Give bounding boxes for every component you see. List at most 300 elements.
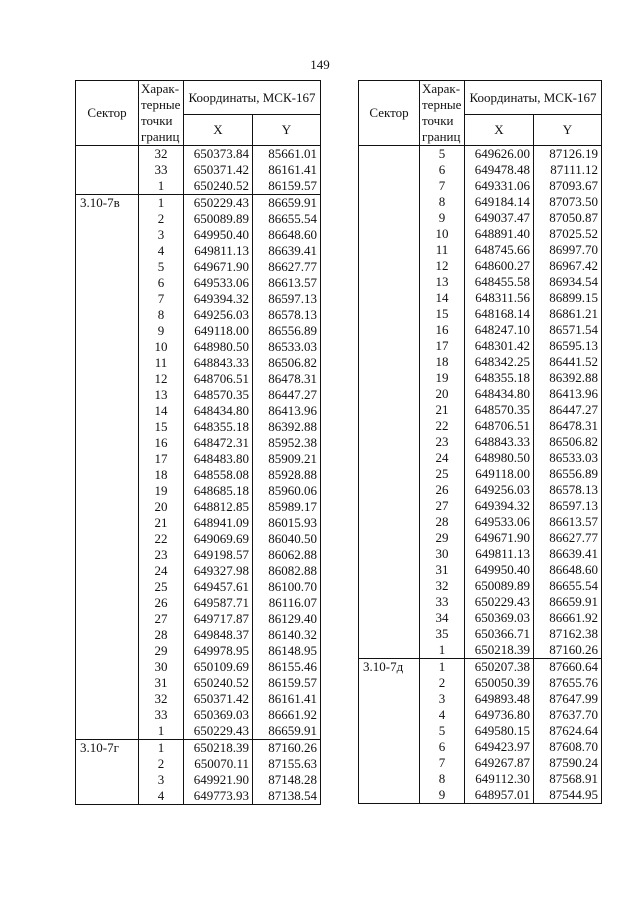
- point-cell: 6: [420, 162, 465, 178]
- table-row: [76, 595, 321, 611]
- sector-cell: [359, 578, 420, 594]
- x-cell: 650240.52: [184, 178, 253, 195]
- sector-cell: [76, 756, 139, 772]
- point-cell: 25: [420, 466, 465, 482]
- y-cell: 86100.70: [253, 579, 321, 595]
- y-cell: 87160.26: [534, 642, 602, 659]
- table-row: [76, 740, 321, 757]
- y-cell: 85989.17: [253, 499, 321, 515]
- x-cell: 648745.66: [465, 242, 534, 258]
- table-row: [76, 691, 321, 707]
- table-row: [359, 466, 602, 482]
- y-cell: 86655.54: [253, 211, 321, 227]
- point-cell: 1: [139, 740, 184, 757]
- sector-cell: [359, 594, 420, 610]
- x-cell: 648812.85: [184, 499, 253, 515]
- y-cell: 86613.57: [253, 275, 321, 291]
- point-cell: 31: [420, 562, 465, 578]
- y-cell: 87160.26: [253, 740, 321, 757]
- x-cell: 649331.06: [465, 178, 534, 194]
- point-cell: 30: [139, 659, 184, 675]
- y-cell: 86478.31: [253, 371, 321, 387]
- header-x: X: [465, 115, 534, 146]
- table-row: [359, 626, 602, 642]
- header-points: Харак-терные точки границ: [420, 81, 465, 146]
- x-cell: 650366.71: [465, 626, 534, 642]
- sector-cell: [76, 275, 139, 291]
- y-cell: 86159.57: [253, 675, 321, 691]
- y-cell: 86140.32: [253, 627, 321, 643]
- table-row: [359, 370, 602, 386]
- y-cell: 85952.38: [253, 435, 321, 451]
- y-cell: 86659.91: [253, 195, 321, 212]
- sector-cell: [359, 482, 420, 498]
- sector-cell: [76, 435, 139, 451]
- sector-cell: [359, 562, 420, 578]
- point-cell: 11: [139, 355, 184, 371]
- x-cell: 649671.90: [184, 259, 253, 275]
- x-cell: 648685.18: [184, 483, 253, 499]
- point-cell: 9: [420, 210, 465, 226]
- table-row: [76, 451, 321, 467]
- point-cell: 33: [420, 594, 465, 610]
- table-row: [359, 274, 602, 290]
- x-cell: 649773.93: [184, 788, 253, 805]
- sector-cell: [359, 610, 420, 626]
- x-cell: 648891.40: [465, 226, 534, 242]
- point-cell: 25: [139, 579, 184, 595]
- table-row: [76, 659, 321, 675]
- table-row: [76, 435, 321, 451]
- sector-cell: [76, 323, 139, 339]
- y-cell: 87590.24: [534, 755, 602, 771]
- table-row: [76, 723, 321, 740]
- point-cell: 7: [139, 291, 184, 307]
- sector-cell: [76, 162, 139, 178]
- y-cell: 86506.82: [534, 434, 602, 450]
- x-cell: 649848.37: [184, 627, 253, 643]
- x-cell: 649811.13: [465, 546, 534, 562]
- sector-cell: [359, 274, 420, 290]
- point-cell: 16: [139, 435, 184, 451]
- point-cell: 33: [139, 707, 184, 723]
- x-cell: 649112.30: [465, 771, 534, 787]
- table-row: [359, 322, 602, 338]
- y-cell: 86040.50: [253, 531, 321, 547]
- point-cell: 21: [420, 402, 465, 418]
- x-cell: 648168.14: [465, 306, 534, 322]
- point-cell: 18: [420, 354, 465, 370]
- x-cell: 650229.43: [184, 195, 253, 212]
- sector-cell: [359, 386, 420, 402]
- point-cell: 10: [139, 339, 184, 355]
- x-cell: 649950.40: [465, 562, 534, 578]
- y-cell: 86392.88: [253, 419, 321, 435]
- x-cell: 650240.52: [184, 675, 253, 691]
- point-cell: 2: [139, 756, 184, 772]
- x-cell: 648311.56: [465, 290, 534, 306]
- y-cell: 86639.41: [534, 546, 602, 562]
- point-cell: 9: [420, 787, 465, 804]
- table-row: [76, 531, 321, 547]
- y-cell: 86648.60: [253, 227, 321, 243]
- x-cell: 649198.57: [184, 547, 253, 563]
- point-cell: 32: [420, 578, 465, 594]
- x-cell: 648434.80: [465, 386, 534, 402]
- point-cell: 1: [139, 723, 184, 740]
- sector-cell: [76, 227, 139, 243]
- x-cell: 649394.32: [184, 291, 253, 307]
- point-cell: 12: [139, 371, 184, 387]
- sector-cell: [359, 771, 420, 787]
- sector-cell: [76, 531, 139, 547]
- y-cell: 86934.54: [534, 274, 602, 290]
- sector-cell: [359, 226, 420, 242]
- y-cell: 86478.31: [534, 418, 602, 434]
- table-row: [359, 258, 602, 274]
- point-cell: 4: [139, 243, 184, 259]
- x-cell: 649671.90: [465, 530, 534, 546]
- y-cell: 86082.88: [253, 563, 321, 579]
- y-cell: 86413.96: [534, 386, 602, 402]
- table-row: [76, 162, 321, 178]
- point-cell: 13: [139, 387, 184, 403]
- sector-cell: [76, 659, 139, 675]
- y-cell: 86659.91: [534, 594, 602, 610]
- y-cell: 86161.41: [253, 691, 321, 707]
- x-cell: 649717.87: [184, 611, 253, 627]
- x-cell: 648980.50: [465, 450, 534, 466]
- point-cell: 33: [139, 162, 184, 178]
- y-cell: 86447.27: [534, 402, 602, 418]
- sector-cell: [76, 243, 139, 259]
- sector-cell: [76, 259, 139, 275]
- header-sector: Сектор: [359, 81, 420, 146]
- point-cell: 7: [420, 178, 465, 194]
- x-cell: 648483.80: [184, 451, 253, 467]
- sector-cell: [359, 402, 420, 418]
- x-cell: 649626.00: [465, 146, 534, 163]
- x-cell: 648472.31: [184, 435, 253, 451]
- y-cell: 86578.13: [253, 307, 321, 323]
- sector-cell: [359, 675, 420, 691]
- point-cell: 9: [139, 323, 184, 339]
- x-cell: 650089.89: [184, 211, 253, 227]
- sector-cell: [359, 354, 420, 370]
- sector-cell: [359, 178, 420, 194]
- header-sector: Сектор: [76, 81, 139, 146]
- point-cell: 1: [420, 659, 465, 676]
- table-row: [76, 627, 321, 643]
- point-cell: 15: [139, 419, 184, 435]
- point-cell: 19: [139, 483, 184, 499]
- point-cell: 34: [420, 610, 465, 626]
- y-cell: 86413.96: [253, 403, 321, 419]
- table-row: [359, 739, 602, 755]
- x-cell: 648706.51: [465, 418, 534, 434]
- y-cell: 86899.15: [534, 290, 602, 306]
- point-cell: 32: [139, 146, 184, 163]
- y-cell: 87025.52: [534, 226, 602, 242]
- y-cell: 87647.99: [534, 691, 602, 707]
- table-row: [359, 242, 602, 258]
- sector-cell: [76, 291, 139, 307]
- table-row: [359, 226, 602, 242]
- table-row: [359, 594, 602, 610]
- point-cell: 5: [420, 723, 465, 739]
- table-row: [76, 403, 321, 419]
- table-row: [76, 515, 321, 531]
- x-cell: 649256.03: [465, 482, 534, 498]
- table-row: [76, 178, 321, 195]
- y-cell: 85928.88: [253, 467, 321, 483]
- y-cell: 86661.92: [253, 707, 321, 723]
- x-cell: 649533.06: [465, 514, 534, 530]
- x-cell: 649184.14: [465, 194, 534, 210]
- y-cell: 86613.57: [534, 514, 602, 530]
- y-cell: 86967.42: [534, 258, 602, 274]
- x-cell: 650070.11: [184, 756, 253, 772]
- x-cell: 648980.50: [184, 339, 253, 355]
- table-row: [359, 755, 602, 771]
- y-cell: 87608.70: [534, 739, 602, 755]
- sector-cell: [76, 371, 139, 387]
- y-cell: 87660.64: [534, 659, 602, 676]
- table-row: [359, 530, 602, 546]
- point-cell: 24: [139, 563, 184, 579]
- x-cell: 649423.97: [465, 739, 534, 755]
- sector-cell: [76, 643, 139, 659]
- point-cell: 16: [420, 322, 465, 338]
- y-cell: 87093.67: [534, 178, 602, 194]
- header-points: Харак-терные точки границ: [139, 81, 184, 146]
- sector-cell: [359, 466, 420, 482]
- table-row: [359, 514, 602, 530]
- sector-cell: [359, 258, 420, 274]
- point-cell: 21: [139, 515, 184, 531]
- table-row: [76, 483, 321, 499]
- point-cell: 4: [139, 788, 184, 805]
- x-cell: 649118.00: [465, 466, 534, 482]
- sector-cell: [76, 403, 139, 419]
- table-row: [76, 772, 321, 788]
- table-row: [359, 210, 602, 226]
- sector-cell: [76, 611, 139, 627]
- y-cell: 86129.40: [253, 611, 321, 627]
- header-y: Y: [253, 115, 321, 146]
- x-cell: 649533.06: [184, 275, 253, 291]
- point-cell: 19: [420, 370, 465, 386]
- x-cell: 650369.03: [465, 610, 534, 626]
- x-cell: 649118.00: [184, 323, 253, 339]
- point-cell: 35: [420, 626, 465, 642]
- x-cell: 649587.71: [184, 595, 253, 611]
- sector-cell: [359, 755, 420, 771]
- y-cell: 86597.13: [253, 291, 321, 307]
- point-cell: 31: [139, 675, 184, 691]
- coordinates-table-right: [358, 80, 602, 804]
- table-row: [76, 211, 321, 227]
- y-cell: 87544.95: [534, 787, 602, 804]
- y-cell: 87624.64: [534, 723, 602, 739]
- sector-cell: [359, 691, 420, 707]
- point-cell: 32: [139, 691, 184, 707]
- y-cell: 87073.50: [534, 194, 602, 210]
- x-cell: 650373.84: [184, 146, 253, 163]
- y-cell: 86506.82: [253, 355, 321, 371]
- sector-cell: [359, 338, 420, 354]
- x-cell: 650218.39: [465, 642, 534, 659]
- sector-cell: [359, 498, 420, 514]
- x-cell: 649267.87: [465, 755, 534, 771]
- header-coords: Координаты, МСК-167: [465, 81, 602, 115]
- point-cell: 14: [420, 290, 465, 306]
- x-cell: 648570.35: [184, 387, 253, 403]
- y-cell: 85909.21: [253, 451, 321, 467]
- y-cell: 86627.77: [253, 259, 321, 275]
- sector-cell: [76, 451, 139, 467]
- y-cell: 87111.12: [534, 162, 602, 178]
- y-cell: 86861.21: [534, 306, 602, 322]
- table-row: [76, 259, 321, 275]
- sector-cell: [359, 434, 420, 450]
- y-cell: 87568.91: [534, 771, 602, 787]
- table-row: [359, 642, 602, 659]
- sector-cell: [359, 242, 420, 258]
- sector-cell: 3.10-7в: [76, 195, 139, 212]
- table-row: [359, 338, 602, 354]
- y-cell: 87155.63: [253, 756, 321, 772]
- point-cell: 22: [139, 531, 184, 547]
- y-cell: 85661.01: [253, 146, 321, 163]
- sector-cell: [359, 642, 420, 659]
- x-cell: 650371.42: [184, 691, 253, 707]
- coordinates-table-left: [75, 80, 321, 805]
- x-cell: 649069.69: [184, 531, 253, 547]
- table-body-right: [359, 146, 602, 804]
- sector-cell: [76, 146, 139, 163]
- y-cell: 86533.03: [253, 339, 321, 355]
- table-row: [359, 194, 602, 210]
- table-row: [76, 579, 321, 595]
- header-y: Y: [534, 115, 602, 146]
- y-cell: 87637.70: [534, 707, 602, 723]
- sector-cell: [76, 339, 139, 355]
- table-row: [76, 275, 321, 291]
- table-row: [359, 450, 602, 466]
- table-row: [76, 756, 321, 772]
- x-cell: 648434.80: [184, 403, 253, 419]
- table-row: [76, 563, 321, 579]
- sector-cell: [359, 787, 420, 804]
- point-cell: 15: [420, 306, 465, 322]
- x-cell: 648706.51: [184, 371, 253, 387]
- point-cell: 26: [139, 595, 184, 611]
- sector-cell: 3.10-7г: [76, 740, 139, 757]
- y-cell: 87126.19: [534, 146, 602, 163]
- table-row: [359, 418, 602, 434]
- sector-cell: [359, 418, 420, 434]
- x-cell: 649580.15: [465, 723, 534, 739]
- table-row: [359, 306, 602, 322]
- y-cell: 86161.41: [253, 162, 321, 178]
- point-cell: 30: [420, 546, 465, 562]
- y-cell: 87655.76: [534, 675, 602, 691]
- point-cell: 18: [139, 467, 184, 483]
- x-cell: 648843.33: [465, 434, 534, 450]
- table-row: [76, 611, 321, 627]
- sector-cell: [76, 307, 139, 323]
- table-row: [76, 419, 321, 435]
- table-row: [359, 562, 602, 578]
- table-row: [76, 707, 321, 723]
- x-cell: 648957.01: [465, 787, 534, 804]
- y-cell: 87148.28: [253, 772, 321, 788]
- sector-cell: [359, 723, 420, 739]
- table-row: [76, 243, 321, 259]
- sector-cell: [76, 675, 139, 691]
- point-cell: 29: [139, 643, 184, 659]
- sector-cell: [76, 723, 139, 740]
- point-cell: 1: [139, 178, 184, 195]
- point-cell: 23: [420, 434, 465, 450]
- sector-cell: [76, 211, 139, 227]
- sector-cell: [359, 146, 420, 163]
- sector-cell: [76, 419, 139, 435]
- point-cell: 8: [420, 771, 465, 787]
- table-row: [359, 659, 602, 676]
- table-row: [76, 547, 321, 563]
- table-row: [76, 146, 321, 163]
- x-cell: 648558.08: [184, 467, 253, 483]
- point-cell: 23: [139, 547, 184, 563]
- sector-cell: [76, 595, 139, 611]
- point-cell: 1: [420, 642, 465, 659]
- x-cell: 648843.33: [184, 355, 253, 371]
- x-cell: 650371.42: [184, 162, 253, 178]
- x-cell: 650207.38: [465, 659, 534, 676]
- point-cell: 7: [420, 755, 465, 771]
- y-cell: 86447.27: [253, 387, 321, 403]
- x-cell: 649394.32: [465, 498, 534, 514]
- point-cell: 3: [139, 772, 184, 788]
- x-cell: 649327.98: [184, 563, 253, 579]
- y-cell: 86627.77: [534, 530, 602, 546]
- x-cell: 649478.48: [465, 162, 534, 178]
- table-row: [76, 195, 321, 212]
- point-cell: 13: [420, 274, 465, 290]
- header-x: X: [184, 115, 253, 146]
- x-cell: 648941.09: [184, 515, 253, 531]
- header-coords: Координаты, МСК-167: [184, 81, 321, 115]
- table-row: [359, 434, 602, 450]
- x-cell: 649978.95: [184, 643, 253, 659]
- table-row: [76, 467, 321, 483]
- x-cell: 650089.89: [465, 578, 534, 594]
- table-row: [359, 498, 602, 514]
- x-cell: 648355.18: [465, 370, 534, 386]
- x-cell: 649256.03: [184, 307, 253, 323]
- y-cell: 86595.13: [534, 338, 602, 354]
- point-cell: 29: [420, 530, 465, 546]
- point-cell: 14: [139, 403, 184, 419]
- sector-cell: [359, 210, 420, 226]
- point-cell: 5: [420, 146, 465, 163]
- table-row: [359, 578, 602, 594]
- table-row: [359, 162, 602, 178]
- sector-cell: [359, 162, 420, 178]
- table-row: [76, 307, 321, 323]
